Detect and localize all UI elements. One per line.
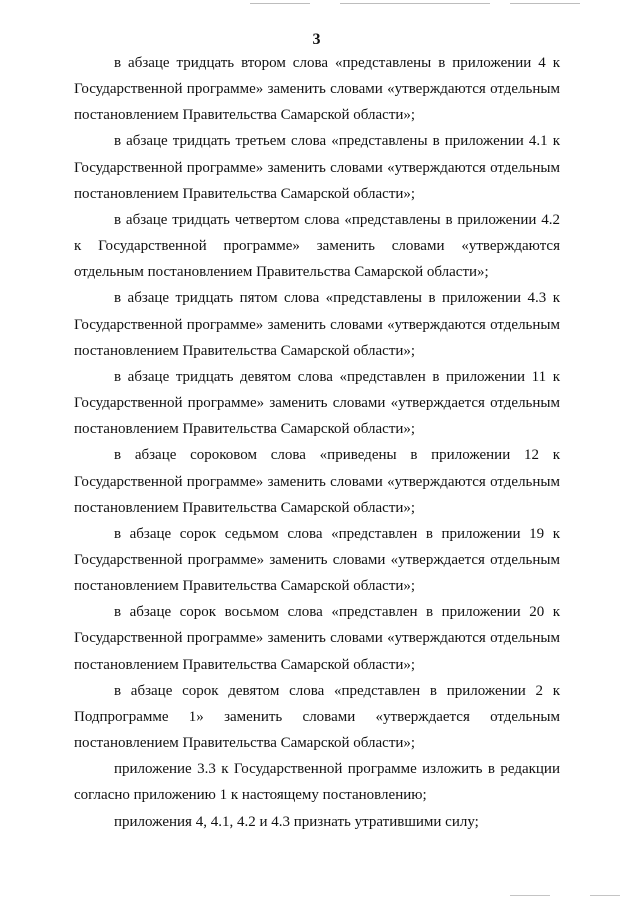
scan-edge-marks-bottom bbox=[0, 893, 633, 899]
page-number: 3 bbox=[312, 31, 321, 48]
paragraph-5: в абзаце тридцать девятом слова «представлен в приложении 11 к Государственной программе» заменить словами «утверждается отдельным постановлением Правительства Самарской области»; bbox=[74, 368, 560, 438]
paragraph-4: в абзаце тридцать пятом слова «представлены в приложении 4.3 к Государственной программе» заменить словами «утверждаются отдельным постановлением Правительства Самарской области»; bbox=[74, 290, 560, 359]
paragraph-9: в абзаце сорок девятом слова «представлен в приложении 2 к Подпрограмме 1» заменить словами «утверждается отдельным постановлением Правительства Самарской области»; bbox=[74, 682, 560, 752]
paragraph-7: в абзаце сорок седьмом слова «представлен в приложении 19 к Государственной программе» заменить словами «утверждается отдельным постановлением Правительства Самарской области»; bbox=[74, 525, 560, 595]
document-body bbox=[74, 50, 560, 835]
paragraph-3: в абзаце тридцать четвертом слова «представлены в приложении 4.2 к Государственной программе» заменить словами «утверждаются отдельным постановлением Правительства Самарской области»; bbox=[74, 211, 560, 281]
paragraph-11: приложения 4, 4.1, 4.2 и 4.3 признать утратившими силу; bbox=[114, 813, 479, 830]
paragraph-6: в абзаце сороковом слова «приведены в приложении 12 к Государственной программе» заменить словами «утверждаются отдельным постановлением Правительства Самарской области»; bbox=[74, 447, 560, 516]
paragraph-8: в абзаце сорок восьмом слова «представлен в приложении 20 к Государственной программе» заменить словами «утверждаются отдельным постановлением Правительства Самарской области»; bbox=[74, 604, 560, 673]
scan-edge-marks-top bbox=[250, 3, 580, 7]
paragraph-10: приложение 3.3 к Государственной программе изложить в редакции согласно приложению 1 к настоящему постановлению; bbox=[74, 761, 560, 804]
paragraph-2: в абзаце тридцать третьем слова «представлены в приложении 4.1 к Государственной программе» заменить словами «утверждаются отдельным постановлением Правительства Самарской области»; bbox=[74, 133, 560, 202]
paragraph-1: в абзаце тридцать втором слова «представлены в приложении 4 к Государственной программе» заменить словами «утверждаются отдельным постановлением Правительства Самарской области»; bbox=[74, 55, 560, 124]
